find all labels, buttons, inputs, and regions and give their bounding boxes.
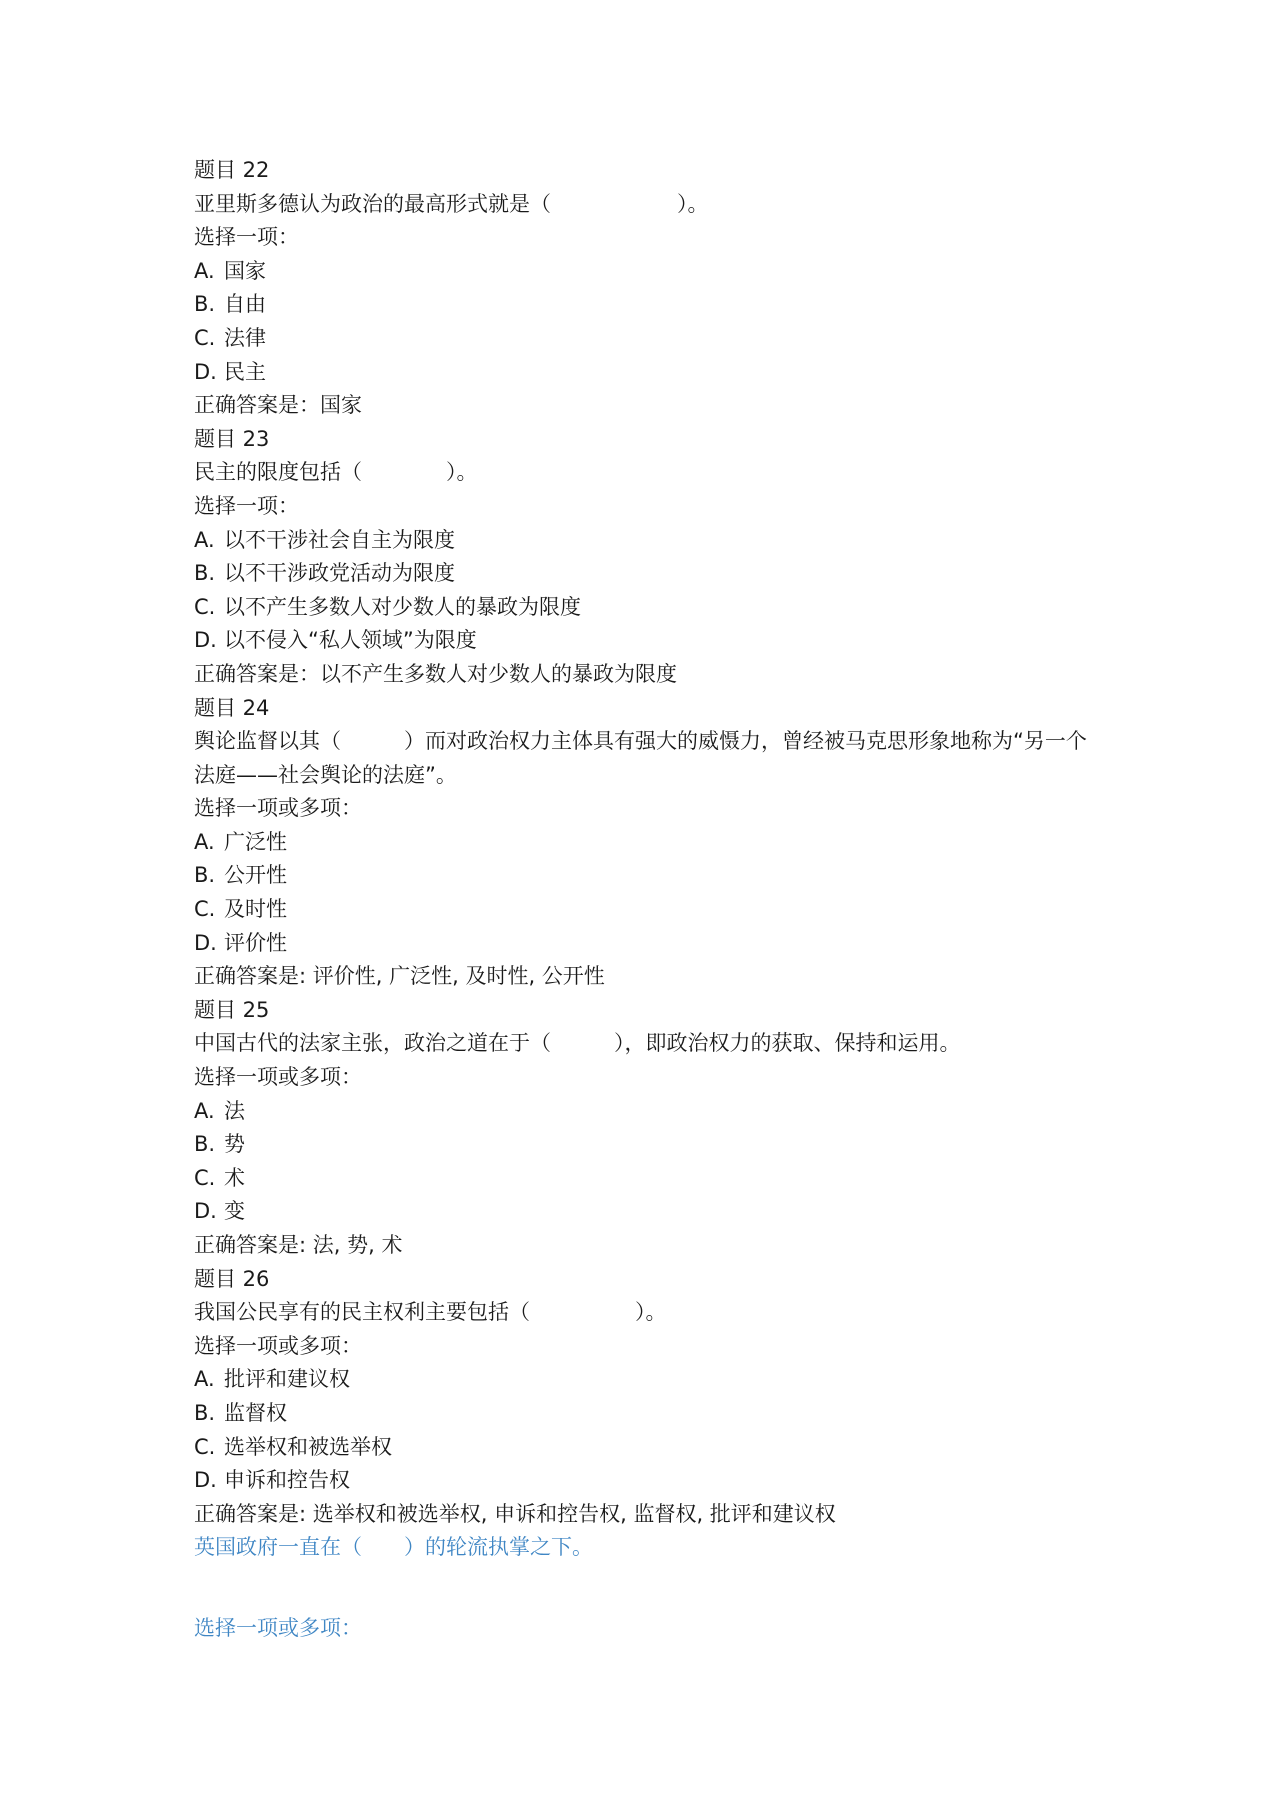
option-text: 及时性 bbox=[224, 897, 287, 922]
question-title: 题目 22 bbox=[194, 158, 270, 182]
option-text: 公开性 bbox=[224, 863, 287, 888]
option-letter: C. bbox=[194, 897, 216, 922]
question-block bbox=[194, 423, 1094, 692]
question-stem: 亚里斯多德认为政治的最高形式就是（ ）。 bbox=[194, 191, 709, 216]
option-text: 国家 bbox=[224, 258, 266, 283]
option-letter: C. bbox=[194, 1165, 216, 1190]
option-c bbox=[194, 591, 1094, 625]
option-text: 以不干涉政党活动为限度 bbox=[224, 561, 455, 586]
option-a bbox=[194, 1095, 1094, 1129]
document-page bbox=[194, 154, 1094, 1646]
option-letter: D. bbox=[194, 359, 217, 384]
question-prompt: 选择一项： bbox=[194, 493, 299, 518]
option-b bbox=[194, 288, 1094, 322]
option-b bbox=[194, 859, 1094, 893]
option-letter: B. bbox=[194, 292, 216, 317]
option-letter: C. bbox=[194, 325, 216, 350]
correct-answer: 正确答案是：以不产生多数人对少数人的暴政为限度 bbox=[194, 661, 677, 686]
option-d bbox=[194, 356, 1094, 390]
option-letter: D. bbox=[194, 930, 217, 955]
question-block bbox=[194, 154, 1094, 423]
option-text: 评价性 bbox=[224, 930, 287, 955]
option-d bbox=[194, 1464, 1094, 1498]
option-text: 申诉和控告权 bbox=[224, 1468, 350, 1493]
question-block bbox=[194, 692, 1094, 994]
option-letter: D. bbox=[194, 628, 217, 653]
option-text: 以不侵入“私人领域”为限度 bbox=[224, 628, 477, 653]
option-c bbox=[194, 893, 1094, 927]
question-stem: 我国公民享有的民主权利主要包括（ ）。 bbox=[194, 1300, 667, 1325]
option-a bbox=[194, 826, 1094, 860]
option-d bbox=[194, 927, 1094, 961]
option-b bbox=[194, 1397, 1094, 1431]
option-text: 法律 bbox=[224, 325, 266, 350]
option-letter: D. bbox=[194, 1199, 217, 1224]
option-c bbox=[194, 1162, 1094, 1196]
option-text: 民主 bbox=[224, 359, 266, 384]
option-letter: A. bbox=[194, 527, 215, 552]
question-block bbox=[194, 1263, 1094, 1532]
option-letter: C. bbox=[194, 1434, 216, 1459]
option-text: 批评和建议权 bbox=[224, 1367, 350, 1392]
option-text: 广泛性 bbox=[224, 829, 287, 854]
option-letter: A. bbox=[194, 258, 215, 283]
option-a bbox=[194, 524, 1094, 558]
question-title: 题目 24 bbox=[194, 695, 270, 720]
option-c bbox=[194, 322, 1094, 356]
option-b bbox=[194, 557, 1094, 591]
option-letter: B. bbox=[194, 1400, 216, 1425]
option-letter: A. bbox=[194, 829, 215, 854]
option-text: 势 bbox=[224, 1132, 245, 1157]
option-a bbox=[194, 1363, 1094, 1397]
option-letter: B. bbox=[194, 561, 216, 586]
correct-answer: 正确答案是: 法, 势, 术 bbox=[194, 1233, 403, 1257]
trailing-question-stem: 英国政府一直在（ ）的轮流执掌之下。 bbox=[194, 1535, 593, 1560]
question-stem: 中国古代的法家主张，政治之道在于（ ），即政治权力的获取、保持和运用。 bbox=[194, 1031, 961, 1056]
option-a bbox=[194, 255, 1094, 289]
option-text: 以不干涉社会自主为限度 bbox=[224, 527, 455, 552]
option-letter: A. bbox=[194, 1098, 215, 1123]
question-title: 题目 25 bbox=[194, 997, 270, 1022]
option-c bbox=[194, 1431, 1094, 1465]
option-text: 选举权和被选举权 bbox=[224, 1434, 392, 1459]
correct-answer: 正确答案是：国家 bbox=[194, 393, 362, 418]
trailing-question-prompt: 选择一项或多项： bbox=[194, 1615, 362, 1640]
question-stem: 民主的限度包括（ ）。 bbox=[194, 460, 478, 485]
question-prompt: 选择一项或多项： bbox=[194, 1065, 362, 1090]
option-text: 变 bbox=[224, 1199, 245, 1224]
option-text: 法 bbox=[224, 1098, 245, 1123]
option-letter: B. bbox=[194, 1132, 216, 1157]
option-letter: D. bbox=[194, 1468, 217, 1493]
question-title: 题目 23 bbox=[194, 426, 270, 451]
option-d bbox=[194, 1195, 1094, 1229]
question-stem: 舆论监督以其（ ）而对政治权力主体具有强大的威慑力，曾经被马克思形象地称为“另一个法庭——社会舆论的法庭”。 bbox=[194, 729, 1087, 787]
option-letter: B. bbox=[194, 863, 216, 888]
option-letter: C. bbox=[194, 594, 216, 619]
correct-answer: 正确答案是: 选举权和被选举权, 申诉和控告权, 监督权, 批评和建议权 bbox=[194, 1501, 836, 1526]
option-text: 自由 bbox=[224, 292, 266, 317]
option-text: 监督权 bbox=[224, 1400, 287, 1425]
question-prompt: 选择一项或多项： bbox=[194, 1333, 362, 1358]
trailing-question bbox=[194, 1531, 1094, 1645]
option-text: 术 bbox=[224, 1165, 245, 1190]
option-letter: A. bbox=[194, 1367, 215, 1392]
option-b bbox=[194, 1128, 1094, 1162]
option-text: 以不产生多数人对少数人的暴政为限度 bbox=[224, 594, 581, 619]
question-prompt: 选择一项或多项： bbox=[194, 796, 362, 821]
question-block bbox=[194, 994, 1094, 1263]
option-d bbox=[194, 624, 1094, 658]
question-title: 题目 26 bbox=[194, 1266, 270, 1291]
correct-answer: 正确答案是: 评价性, 广泛性, 及时性, 公开性 bbox=[194, 964, 605, 989]
spacer bbox=[194, 1565, 1094, 1612]
question-prompt: 选择一项： bbox=[194, 225, 299, 250]
